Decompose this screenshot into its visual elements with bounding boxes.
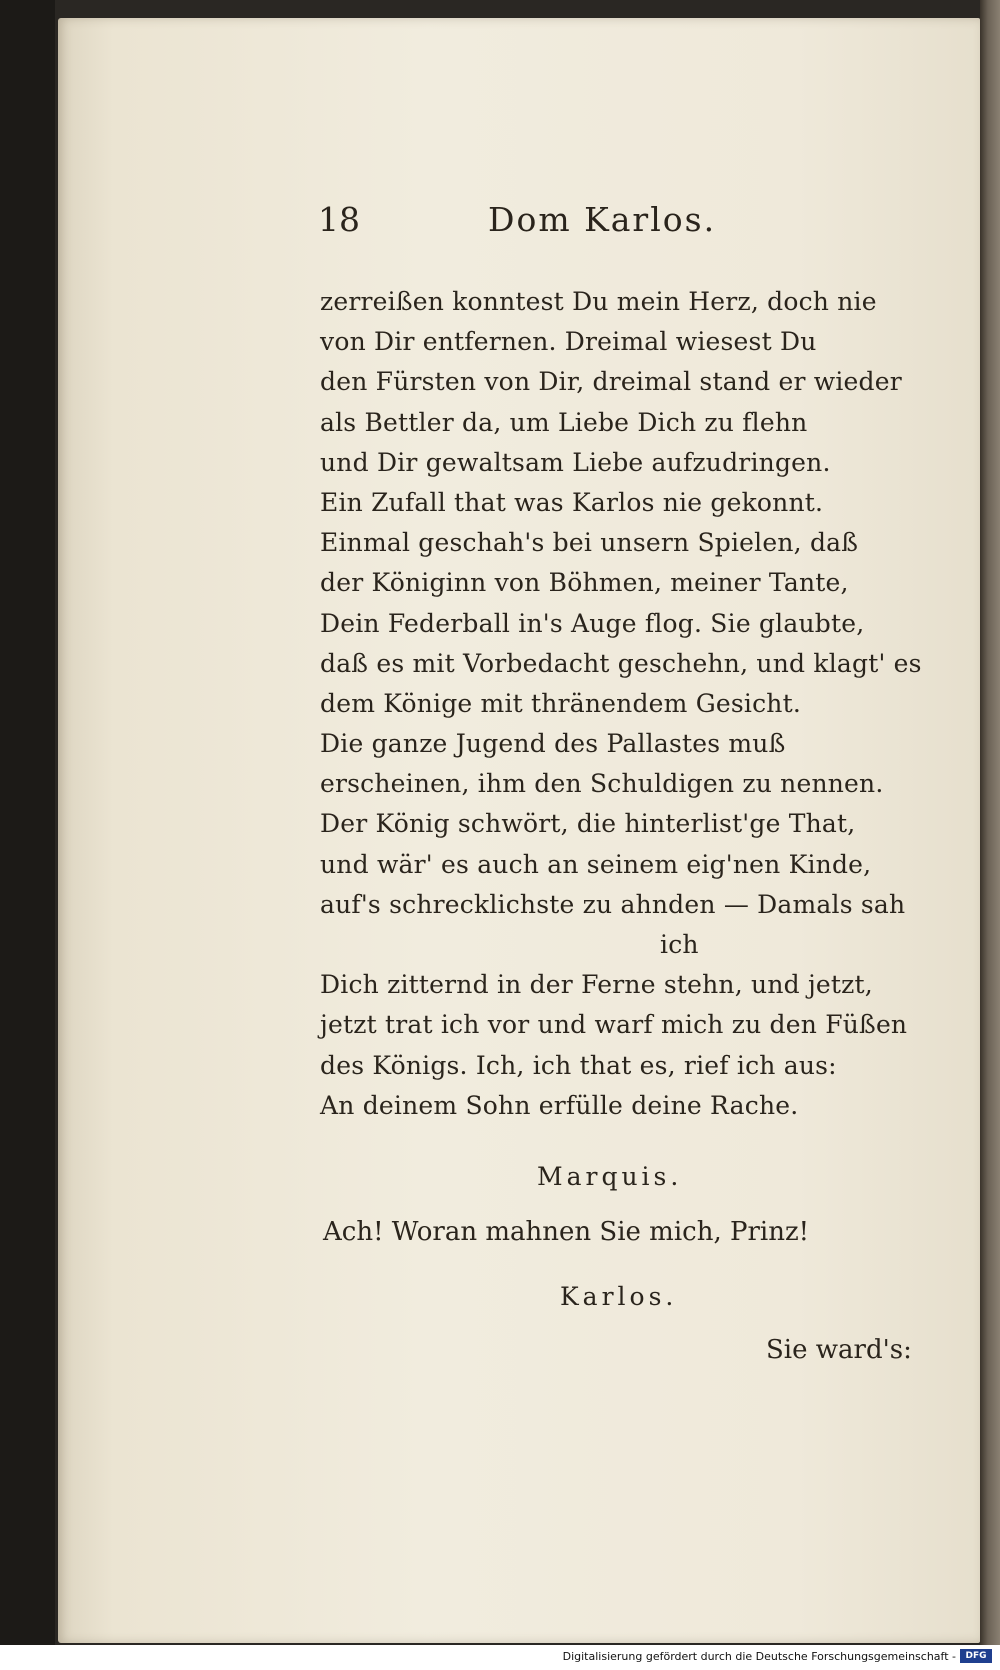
verse-line: jetzt trat ich vor und warf mich zu den Füßen bbox=[320, 1010, 908, 1040]
running-title: Dom Karlos. bbox=[488, 200, 717, 239]
facing-page-edge bbox=[980, 0, 1000, 1645]
verse-line: Dich zitternd in der Ferne stehn, und jetzt, bbox=[320, 970, 873, 1000]
verse-line: von Dir entfernen. Dreimal wiesest Du bbox=[320, 327, 817, 357]
verse-line: auf's schrecklichste zu ahnden — Damals sah bbox=[320, 889, 906, 919]
funding-credit: Digitalisierung gefördert durch die Deutsche Forschungsgemeinschaft - bbox=[562, 1650, 956, 1663]
verse-line: erscheinen, ihm den Schuldigen zu nennen. bbox=[320, 769, 884, 799]
verse-line: Ein Zufall that was Karlos nie gekonnt. bbox=[320, 487, 824, 517]
marquis-speech: Ach! Woran mahnen Sie mich, Prinz! bbox=[323, 1217, 810, 1247]
footer-bar bbox=[0, 1645, 1000, 1670]
verse-line: Dein Federball in's Auge flog. Sie glaubte, bbox=[320, 608, 865, 638]
page-number: 18 bbox=[318, 200, 360, 239]
verse-line: des Königs. Ich, ich that es, rief ich aus: bbox=[320, 1050, 837, 1080]
verse-line-turnover: ich bbox=[660, 930, 699, 959]
speaker-name-karlos: Karlos. bbox=[560, 1282, 678, 1311]
verse-line: An deinem Sohn erfülle deine Rache. bbox=[320, 1090, 799, 1120]
running-head bbox=[318, 200, 738, 250]
verse-line: Der König schwört, die hinterlist'ge That, bbox=[320, 809, 856, 839]
dfg-logo: DFG bbox=[960, 1649, 992, 1663]
speaker-name-marquis: Marquis. bbox=[537, 1162, 683, 1191]
verse-text bbox=[320, 282, 920, 1126]
verse-line: und Dir gewaltsam Liebe aufzudringen. bbox=[320, 447, 831, 477]
verse-line: der Königinn von Böhmen, meiner Tante, bbox=[320, 568, 849, 598]
verse-line: Die ganze Jugend des Pallastes muß bbox=[320, 729, 786, 759]
verse-line: zerreißen konntest Du mein Herz, doch nie bbox=[320, 287, 877, 316]
verse-line: als Bettler da, um Liebe Dich zu flehn bbox=[320, 407, 808, 437]
verse-line: daß es mit Vorbedacht geschehn, und klagt' es bbox=[320, 648, 922, 678]
verse-line: den Fürsten von Dir, dreimal stand er wieder bbox=[320, 367, 902, 397]
verse-line: dem Könige mit thränendem Gesicht. bbox=[320, 688, 801, 718]
book-spine-shadow bbox=[0, 0, 55, 1645]
verse-line: und wär' es auch an seinem eig'nen Kinde, bbox=[320, 849, 872, 879]
verse-line: Einmal geschah's bei unsern Spielen, daß bbox=[320, 528, 859, 558]
karlos-speech: Sie ward's: bbox=[766, 1335, 912, 1365]
